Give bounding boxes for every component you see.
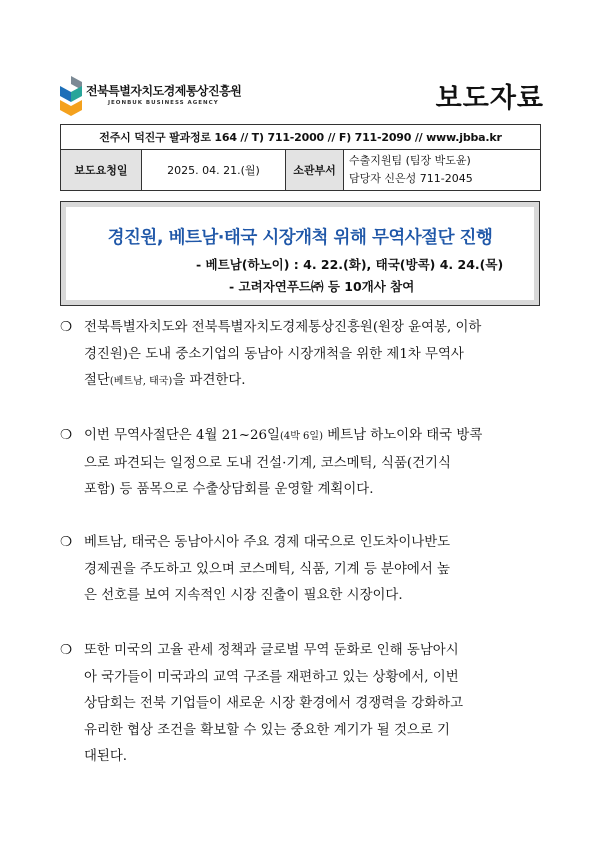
headline-title: 경진원, 베트남·태국 시장개척 위해 무역사절단 진행: [107, 228, 493, 248]
paragraph-line: 아 국가들이 미국과의 교역 구조를 재편하고 있는 상황에서, 이번: [84, 669, 459, 685]
paragraph-line: 상담회는 전북 기업들이 새로운 시장 환경에서 경쟁력을 강화하고: [84, 696, 464, 711]
request-date: 2025. 04. 21.(월): [142, 150, 286, 191]
paragraph-line: 대된다.: [84, 749, 128, 764]
paragraph-line: 또한 미국의 고율 관세 정책과 글로벌 무역 둔화로 인해 동남아시: [84, 643, 459, 658]
paragraph-text: 절단: [84, 373, 110, 388]
paragraph-line: 으로 파견되는 일정으로 도내 건설·기계, 코스메틱, 식품(건기식: [84, 455, 451, 471]
paragraph-1: [60, 315, 544, 396]
paragraph-text: 을 파견한다.: [172, 373, 246, 388]
headline-subtitle-participants: - 고려자연푸드㈜ 등 10개사 참여: [229, 279, 415, 294]
press-info-table: [60, 124, 541, 191]
letterhead: [60, 70, 550, 130]
paragraph-line: 유리한 협상 조건을 확보할 수 있는 중요한 계기가 될 것으로 기: [84, 722, 450, 738]
org-name-english: JEONBUK BUSINESS AGENCY: [108, 100, 219, 106]
headline-subtitle-schedule: - 베트남(하노이) : 4. 22.(화), 태국(방콕) 4. 24.(목): [196, 257, 504, 272]
bullet-icon: ❍: [60, 320, 73, 335]
department-contact: 담당자 신은성 711-2045: [349, 172, 473, 185]
org-name: 전북특별자치도경제통상진흥원: [86, 84, 242, 98]
bullet-icon: ❍: [60, 643, 73, 658]
bullet-icon: ❍: [60, 535, 73, 550]
request-date-label: 보도요청일: [61, 150, 142, 191]
contact-address: 전주시 덕진구 팔과정로 164 // T) 711-2000 // F) 711-2090 // www.jbba.kr: [61, 125, 541, 150]
paragraph-line: 경제권을 주도하고 있으며 코스메틱, 식품, 기계 등 분야에서 높: [84, 561, 450, 577]
paragraph-2: [60, 423, 544, 504]
paragraph-line: [60, 423, 544, 451]
paragraph-line: 베트남, 태국은 동남아시아 주요 경제 대국으로 인도차이나반도: [84, 535, 451, 550]
paragraph-line: 경진원)은 도내 중소기업의 동남아 시장개척을 위한 제1차 무역사: [84, 346, 464, 362]
bullet-icon: ❍: [60, 428, 73, 443]
paragraph-3: [60, 530, 544, 610]
department-cell: [344, 150, 541, 191]
paragraph-line: 전북특별자치도와 전북특별자치도경제통상진흥원(원장 윤여봉, 이하: [84, 320, 482, 335]
document-type: 보도자료: [435, 83, 544, 114]
paragraph-4: [60, 638, 544, 771]
headline-box: [60, 201, 540, 306]
paragraph-line: 포함) 등 품목으로 수출상담회를 운영할 계획이다.: [84, 482, 374, 497]
paragraph-text: 이번 무역사절단은 4월 21~26일: [84, 428, 280, 443]
department-team: 수출지원팀 (팀장 박도윤): [349, 154, 471, 167]
paragraph-note: (베트남, 태국): [109, 376, 173, 387]
paragraph-line: 은 선호를 보여 지속적인 시장 진출이 필요한 시장이다.: [84, 588, 403, 603]
paragraph-text: 베트남 하노이와 태국 방콕: [322, 428, 483, 443]
jbba-logo-icon: [60, 76, 82, 122]
department-label: 소관부서: [286, 150, 344, 191]
paragraph-note: (4박 6일): [279, 431, 323, 442]
paragraph-line: [60, 368, 544, 396]
headline-inner: [66, 207, 534, 300]
